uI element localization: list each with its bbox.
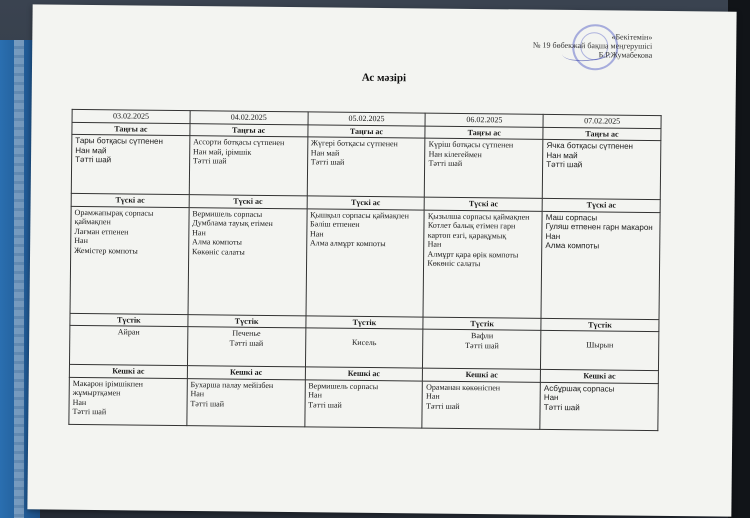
folder-pages-edge — [14, 40, 24, 518]
approval-line-1: «Бекітемін» — [611, 32, 653, 42]
approval-block — [533, 32, 653, 60]
dish: Ораманан көкөніспен — [426, 382, 501, 392]
menu-cell — [71, 134, 189, 194]
dish: Тәтті шай — [75, 154, 112, 165]
dish: Макарон ірімшікпен жұмыртқамен — [72, 378, 143, 398]
dish: Көкөніс салаты — [191, 246, 245, 257]
dish: Ячка ботқасы сүтпенен — [546, 140, 634, 151]
meal-label: Түскі ас — [425, 197, 543, 211]
menu-table — [68, 109, 661, 431]
dish: Нан — [427, 239, 442, 249]
menu-cell — [187, 327, 305, 367]
meal-label: Түскі ас — [71, 193, 189, 207]
dish: Лағман етпенен — [74, 226, 129, 237]
meal-label: Түстік — [188, 314, 306, 328]
menu-cell — [541, 330, 659, 370]
meal-label: Таңғы ас — [307, 124, 425, 138]
dish: Нан — [72, 397, 87, 407]
menu-cell — [423, 329, 541, 369]
dish: Шырын — [586, 340, 614, 350]
snack-row — [69, 325, 658, 370]
dish: Айран — [117, 327, 140, 337]
breakfast-row — [71, 134, 661, 199]
lunch-row — [70, 206, 660, 319]
meal-label: Таңғы ас — [425, 126, 543, 140]
dish: Жемістер компоты — [74, 245, 138, 256]
meal-label: Түстік — [541, 318, 659, 332]
dish: Ассорти ботқасы сүтпенен — [193, 137, 285, 148]
dish: Тәтті шай — [425, 401, 460, 411]
meal-label: Түскі ас — [542, 198, 660, 212]
meal-label: Түстік — [70, 313, 188, 327]
dish: Нан май — [546, 150, 578, 160]
dish: Тәтті шай — [465, 340, 499, 350]
meal-label: Кешкі ас — [541, 369, 659, 383]
dish: Күріш ботқасы сүтпенен — [428, 139, 514, 150]
meal-label: Түскі ас — [189, 195, 307, 209]
dish: Печенье — [232, 328, 261, 338]
dish: Қызылша сорпасы қаймақпен — [427, 211, 530, 222]
dish: Орамжапырақ сорпасы қаймақпен — [74, 207, 154, 227]
dish: Тәтті шай — [546, 159, 583, 170]
meal-label: Таңғы ас — [72, 122, 190, 136]
menu-cell — [189, 136, 307, 196]
menu-cell — [306, 208, 425, 316]
menu-cell — [540, 382, 658, 430]
date-cell: 07.02.2025 — [543, 114, 661, 128]
approval-line-3: Б.Р.Жумабекова — [598, 50, 653, 60]
meal-label: Түстік — [305, 315, 423, 329]
date-cell: 05.02.2025 — [308, 112, 426, 126]
dish: Думблама тауық етімен — [192, 218, 273, 229]
dish: Нан — [545, 231, 561, 241]
dish: Қышқыл сорпасы қаймақпен — [310, 209, 409, 220]
approval-line-2: № 19 бөбекжай бақша меңгерушісі — [532, 40, 653, 51]
menu-cell — [541, 211, 660, 319]
dish: Алма компоты — [192, 237, 242, 247]
dish: Котлет балық етімен гарн картоп езгі, қарақұмық — [427, 220, 516, 240]
meal-label: Түстік — [423, 317, 541, 331]
dish: Нан кілегеймен — [428, 149, 482, 159]
dish: Нан — [74, 235, 88, 246]
dish: Маш сорпасы — [545, 212, 598, 222]
date-cell: 06.02.2025 — [425, 113, 543, 127]
meal-label: Кешкі ас — [69, 364, 187, 378]
dish: Тәтті шай — [428, 158, 463, 169]
dinner-row — [69, 377, 658, 430]
menu-cell — [422, 381, 540, 429]
dish: Вермишель сорпасы — [192, 208, 263, 219]
dish: Вермишель сорпасы — [308, 380, 379, 391]
dish: Алма компоты — [545, 240, 600, 251]
menu-cell — [542, 139, 660, 199]
dish: Тары ботқасы сүтпенен — [75, 135, 163, 146]
meal-label: Таңғы ас — [190, 123, 308, 137]
dish: Тәтті шай — [190, 398, 225, 409]
menu-cell — [69, 325, 187, 365]
dish: Нан — [309, 228, 324, 239]
page-title: Ас мәзірі — [361, 71, 407, 85]
dish: Тәтті шай — [308, 399, 342, 410]
dish: Кисель — [351, 337, 377, 348]
dish: Тәтті шай — [229, 338, 264, 348]
menu-cell — [188, 207, 307, 315]
meal-label: Кешкі ас — [423, 368, 541, 382]
dish: Жүгері ботқасы сүтпенен — [310, 138, 398, 149]
dish: Тәтті шай — [543, 402, 580, 412]
dish: Нан — [308, 390, 322, 400]
dish: Нан — [192, 227, 206, 237]
menu-cell — [423, 210, 542, 318]
dish: Нан май — [75, 145, 107, 155]
dish: Гуляш етпенен гарн макарон — [545, 221, 653, 233]
menu-cell — [69, 377, 187, 425]
dish: Нан — [543, 392, 559, 403]
date-cell: 03.02.2025 — [72, 109, 190, 123]
dish: Нан — [426, 391, 440, 401]
dish: Нан май — [310, 147, 340, 158]
menu-cell — [70, 206, 189, 314]
dish: Тәтті шай — [72, 406, 107, 417]
meal-label: Таңғы ас — [543, 127, 661, 141]
dish: Нан — [190, 389, 205, 399]
dish: Нан май, ірімшік — [192, 146, 252, 157]
date-cell: 04.02.2025 — [190, 111, 308, 125]
menu-cell — [307, 137, 425, 197]
dish: Тәтті шай — [192, 156, 227, 166]
dish: Тәтті шай — [310, 157, 345, 167]
meal-label: Кешкі ас — [305, 367, 423, 381]
dish: Вафли — [470, 331, 494, 341]
menu-cell — [425, 138, 543, 198]
dish: Бәліш етпенен — [310, 219, 360, 229]
dish: Алмұрт қара өрік компоты — [427, 249, 519, 260]
meal-label: Түскі ас — [307, 196, 425, 210]
dish: Көкөніс салаты — [427, 258, 481, 269]
menu-cell — [187, 378, 305, 426]
menu-cell — [305, 328, 423, 368]
dish: Алма алмұрт компоты — [309, 238, 386, 249]
dish: Асбұршақ сорпасы — [543, 383, 615, 394]
dish: Бухарша палау мейізбен — [190, 379, 274, 390]
menu-cell — [304, 379, 422, 427]
meal-label: Кешкі ас — [187, 366, 305, 380]
